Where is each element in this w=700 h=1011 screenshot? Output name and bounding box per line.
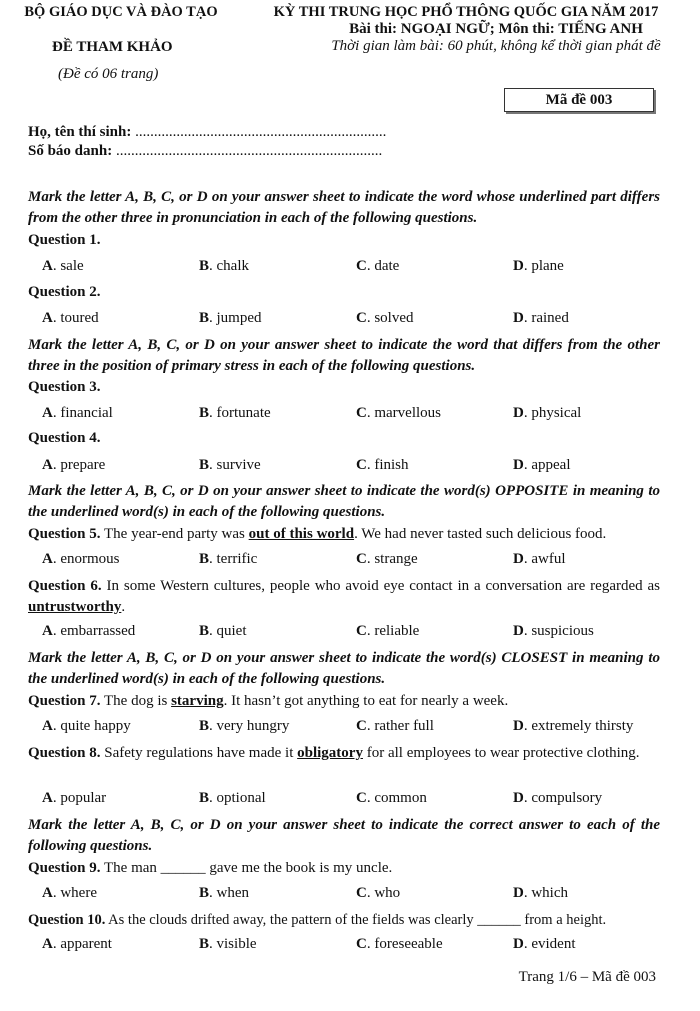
candidate-id-label: Số báo danh:: [28, 143, 113, 159]
q2-option-a[interactable]: A. toured: [42, 310, 99, 326]
time-note: Thời gian làm bài: 60 phút, không kể thời gian phát đề: [331, 38, 661, 54]
pages-note: (Đề có 06 trang): [58, 66, 159, 82]
candidate-name-dots: ...................................................................: [135, 124, 387, 140]
question-6-options: [42, 623, 662, 643]
q3-option-b[interactable]: B. fortunate: [199, 405, 271, 421]
q9-option-c[interactable]: C. who: [356, 885, 401, 901]
q10-option-a[interactable]: A. apparent: [42, 936, 112, 952]
question-5-options: [42, 551, 662, 571]
question-5-stem: Question 5. The year-end party was out of this world. We had never tasted such delicious food.: [28, 526, 607, 542]
question-3-label: Question 3.: [28, 379, 101, 395]
q5-key-phrase: out of this world: [248, 526, 355, 542]
q7-option-b[interactable]: B. very hungry: [199, 718, 290, 734]
q2-option-c[interactable]: C. solved: [356, 310, 414, 326]
q1-option-c[interactable]: C. date: [356, 258, 400, 274]
page-footer: Trang 1/6 – Mã đề 003: [518, 969, 656, 985]
question-7-stem: Question 7. The dog is starving. It hasn’t got anything to eat for nearly a week.: [28, 693, 509, 709]
candidate-name-label: Họ, tên thí sinh:: [28, 124, 132, 140]
q3-option-a[interactable]: A. financial: [42, 405, 113, 421]
question-9-stem: Question 9. The man ______ gave me the book is my uncle.: [28, 860, 393, 876]
q8-option-b[interactable]: B. optional: [199, 790, 266, 806]
q6-option-c[interactable]: C. reliable: [356, 623, 420, 639]
question-8-stem: Question 8. Safety regulations have made it obligatory for all employees to wear protective clothing.: [28, 745, 640, 761]
question-10-options: [42, 936, 662, 956]
instruction-stress: Mark the letter A, B, C, or D on your answer sheet to indicate the word that differs from the other three in the position of primary stress in each of the following questions.: [28, 337, 660, 374]
question-10-stem: Question 10. As the clouds drifted away, the pattern of the fields was clearly ______ from a height.: [28, 912, 607, 928]
q4-option-b[interactable]: B. survive: [199, 457, 261, 473]
question-3-options: [42, 405, 662, 425]
instruction-opposite: Mark the letter A, B, C, or D on your answer sheet to indicate the word(s) OPPOSITE in meaning to the underlined word(s) in each of the following questions.: [28, 483, 660, 520]
q6-option-b[interactable]: B. quiet: [199, 623, 247, 639]
exam-code-box: Mã đề 003: [504, 88, 654, 112]
question-2-label: Question 2.: [28, 284, 101, 300]
instruction-closest: Mark the letter A, B, C, or D on your answer sheet to indicate the word(s) CLOSEST in meaning to the underlined word(s) in each of the following questions.: [28, 650, 660, 687]
q9-option-a[interactable]: A. where: [42, 885, 97, 901]
q4-option-d[interactable]: D. appeal: [513, 457, 571, 473]
q10-option-c[interactable]: C. foreseeable: [356, 936, 443, 952]
q1-option-b[interactable]: B. chalk: [199, 258, 249, 274]
q8-option-a[interactable]: A. popular: [42, 790, 107, 806]
q3-option-d[interactable]: D. physical: [513, 405, 582, 421]
question-7-options: [42, 718, 662, 738]
q3-option-c[interactable]: C. marvellous: [356, 405, 441, 421]
q7-key-phrase: starving: [171, 693, 224, 709]
question-8-options: [42, 790, 662, 810]
question-4-options: [42, 457, 662, 477]
q2-option-d[interactable]: D. rained: [513, 310, 569, 326]
q8-key-phrase: obligatory: [297, 745, 363, 761]
subject-line: Bài thi: NGOẠI NGỮ; Môn thi: TIẾNG ANH: [349, 21, 643, 37]
q7-option-c[interactable]: C. rather full: [356, 718, 434, 734]
q6-option-a[interactable]: A. embarrassed: [42, 623, 136, 639]
header-left: [6, 4, 236, 21]
candidate-name-line: [28, 124, 386, 141]
candidate-id-dots: .......................................................................: [115, 143, 383, 159]
q7-option-d[interactable]: D. extremely thirsty: [513, 718, 634, 734]
ministry-name: BỘ GIÁO DỤC VÀ ĐÀO TẠO: [24, 4, 218, 20]
candidate-id-line: [28, 143, 382, 160]
q9-option-b[interactable]: B. when: [199, 885, 250, 901]
instruction-correct: Mark the letter A, B, C, or D on your answer sheet to indicate the correct answer to each of the following questions.: [28, 817, 660, 854]
q4-option-c[interactable]: C. finish: [356, 457, 409, 473]
question-9-options: [42, 885, 662, 905]
header-right: [236, 4, 696, 55]
q6-option-d[interactable]: D. suspicious: [513, 623, 594, 639]
q5-option-b[interactable]: B. terrific: [199, 551, 258, 567]
question-2-options: [42, 310, 662, 330]
q8-option-c[interactable]: C. common: [356, 790, 427, 806]
q8-option-d[interactable]: D. compulsory: [513, 790, 603, 806]
q10-option-d[interactable]: D. evident: [513, 936, 576, 952]
q5-option-a[interactable]: A. enormous: [42, 551, 120, 567]
q5-option-c[interactable]: C. strange: [356, 551, 418, 567]
q6-key-phrase: untrustworthy: [28, 599, 122, 615]
instruction-pronunciation: Mark the letter A, B, C, or D on your answer sheet to indicate the word whose underlined part differs from the other three in pronunciation in each of the following questions.: [28, 189, 660, 226]
reference-label: ĐỀ THAM KHẢO: [52, 39, 173, 55]
exam-title: KỲ THI TRUNG HỌC PHỔ THÔNG QUỐC GIA NĂM 2017: [273, 4, 659, 20]
question-1-options: [42, 258, 662, 278]
q10-option-b[interactable]: B. visible: [199, 936, 257, 952]
q4-option-a[interactable]: A. prepare: [42, 457, 106, 473]
q7-option-a[interactable]: A. quite happy: [42, 718, 131, 734]
q1-option-d[interactable]: D. plane: [513, 258, 564, 274]
question-4-label: Question 4.: [28, 430, 101, 446]
q2-option-b[interactable]: B. jumped: [199, 310, 262, 326]
q9-option-d[interactable]: D. which: [513, 885, 569, 901]
q5-option-d[interactable]: D. awful: [513, 551, 566, 567]
question-6-stem: Question 6. In some Western cultures, people who avoid eye contact in a conversation are regarded as untrustworthy.: [28, 578, 661, 615]
question-1-label: Question 1.: [28, 232, 101, 248]
q1-option-a[interactable]: A. sale: [42, 258, 84, 274]
